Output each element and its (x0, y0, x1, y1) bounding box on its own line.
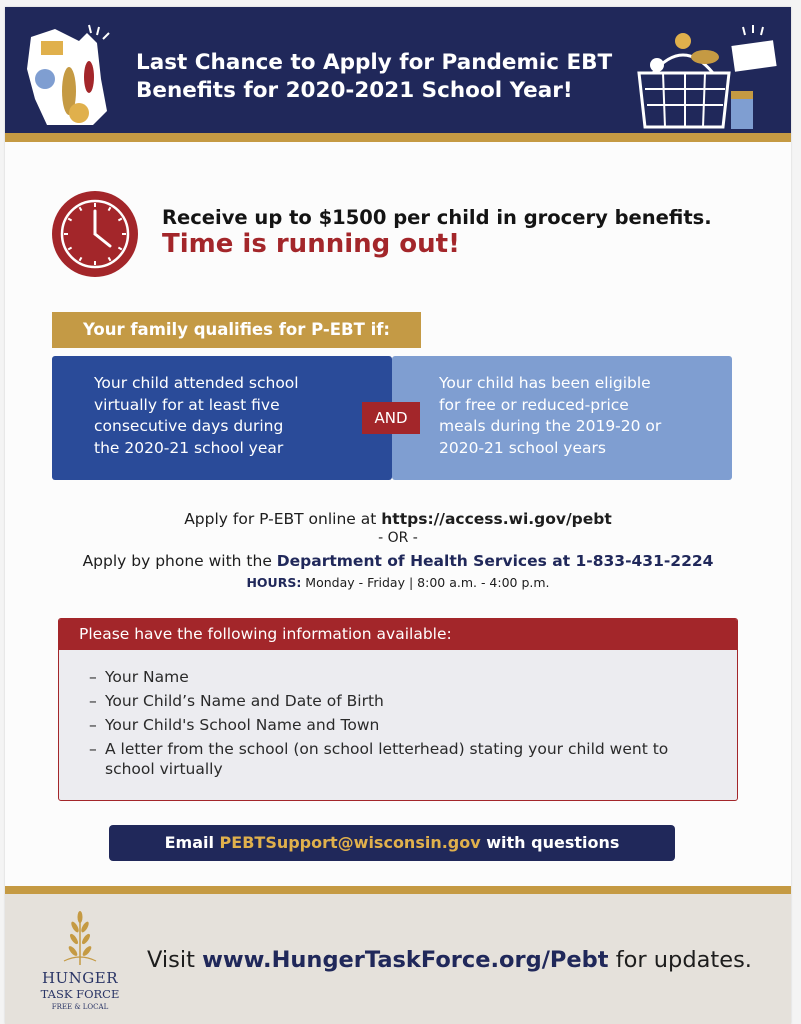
footer (5, 894, 791, 1024)
list-item: – A letter from the school (on school letterhead) stating your child went to school virtually (89, 739, 709, 779)
apply-phone-number[interactable]: Department of Health Services at 1-833-431-2224 (276, 552, 714, 570)
clock-icon (52, 191, 138, 277)
criteria-meals-line: meals during the 2019-20 or (439, 417, 662, 435)
apply-or-separator: - OR - (378, 530, 418, 546)
apply-phone-line (5, 552, 791, 570)
email-suffix: with questions (480, 833, 620, 852)
wheat-logo-icon (62, 911, 98, 965)
criteria-virtual-box (52, 356, 392, 480)
logo-text-hunger: HUNGER (41, 969, 119, 987)
visit-line (147, 947, 752, 973)
list-item: – Your Name (89, 667, 709, 687)
urgency-headline: Time is running out! (162, 229, 460, 259)
criteria-meals-line: for free or reduced-price (439, 395, 629, 414)
list-item: – Your Child’s Name and Date of Birth (89, 691, 709, 711)
visit-prefix: Visit (147, 947, 203, 973)
header-title-line1: Last Chance to Apply for Pandemic EBT (136, 50, 613, 75)
flyer (5, 7, 791, 1024)
hours-label: HOURS: (246, 575, 302, 590)
logo-text-tagline: FREE & LOCAL (51, 1003, 109, 1011)
criteria-virtual-text (94, 373, 374, 459)
grocery-basket-illustration (633, 17, 783, 131)
email-bar (109, 825, 675, 861)
criteria-virtual-line: the 2020-21 school year (94, 438, 284, 457)
criteria-virtual-line: Your child attended school (94, 374, 299, 392)
hours-line (5, 575, 791, 590)
hours-value: Monday - Friday | 8:00 a.m. - 4:00 p.m. (301, 575, 550, 590)
criteria-meals-box (392, 356, 732, 480)
footer-divider (5, 886, 791, 894)
apply-online-line (5, 510, 791, 528)
header-banner (5, 7, 791, 133)
required-info-box (58, 618, 738, 801)
apply-online-prefix: Apply for P-EBT online at (184, 510, 382, 528)
hunger-task-force-logo (30, 911, 130, 1011)
wisconsin-food-illustration (17, 19, 137, 131)
header-title (136, 49, 656, 105)
logo-text-task-force: TASK FORCE (40, 987, 120, 1001)
visit-link[interactable]: www.HungerTaskForce.org/Pebt (202, 947, 609, 973)
criteria-virtual-line: virtually for at least five (94, 395, 280, 414)
email-link[interactable]: PEBTSupport@wisconsin.gov (219, 833, 481, 852)
criteria-virtual-line: consecutive days during (94, 417, 284, 435)
benefit-headline: Receive up to $1500 per child in grocery benefits. (162, 206, 712, 229)
required-info-heading (59, 619, 737, 650)
apply-online-link[interactable]: https://access.wi.gov/pebt (381, 510, 612, 528)
criteria-meals-line: 2020-21 school years (439, 438, 606, 457)
and-badge: AND (362, 402, 420, 434)
required-info-heading-text: Please have the following information available: (79, 625, 452, 643)
visit-suffix: for updates. (608, 947, 752, 973)
qualifies-banner: Your family qualifies for P-EBT if: (52, 312, 421, 348)
criteria-meals-text (439, 373, 719, 459)
criteria-meals-line: Your child has been eligible (439, 374, 651, 392)
header-title-line2: Benefits for 2020-2021 School Year! (136, 78, 573, 103)
header-divider (5, 133, 791, 142)
list-item: – Your Child's School Name and Town (89, 715, 709, 735)
required-info-list (89, 667, 709, 783)
email-prefix: Email (164, 833, 220, 852)
apply-phone-prefix: Apply by phone with the (82, 552, 277, 570)
